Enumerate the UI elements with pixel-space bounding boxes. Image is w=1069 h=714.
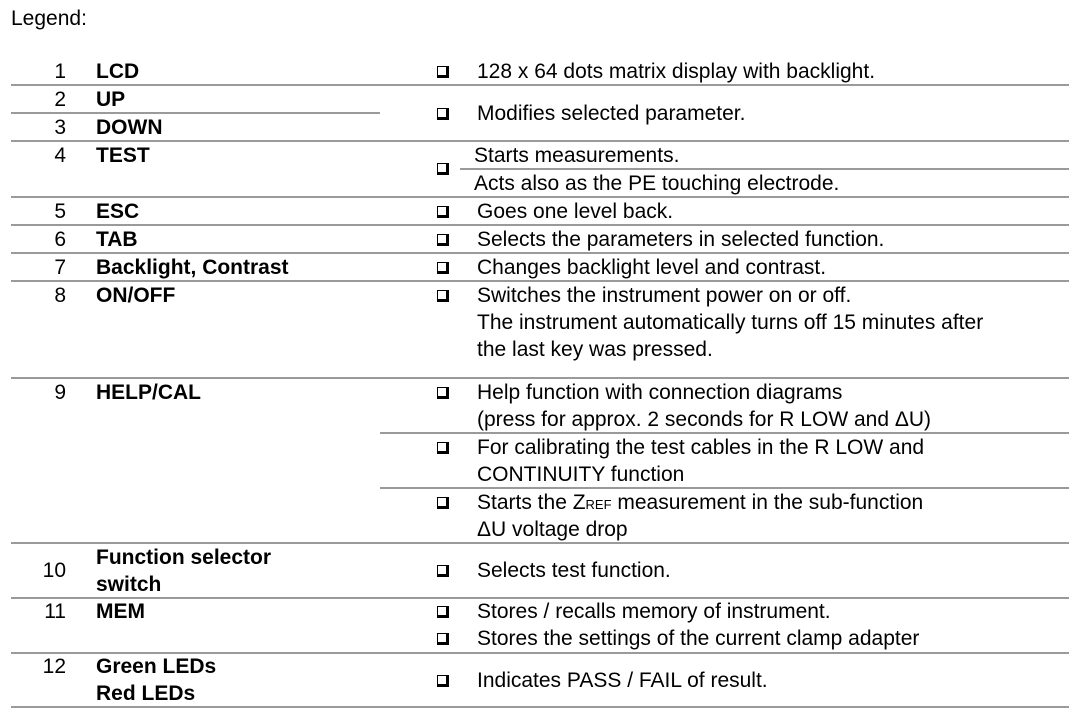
item-description: (press for approx. 2 seconds for R LOW and ΔU)	[477, 408, 932, 431]
row-number: 10	[42, 559, 66, 582]
item-name: ON/OFF	[96, 284, 176, 307]
item-description: Selects test function.	[477, 559, 671, 582]
row-number: 8	[54, 284, 66, 307]
item-description: Acts also as the PE touching electrode.	[474, 172, 840, 195]
item-description: Selects the parameters in selected function.	[477, 228, 885, 251]
item-description: Indicates PASS / FAIL of result.	[477, 669, 768, 692]
checkbox-bullet-icon	[437, 442, 449, 454]
item-description: Modifies selected parameter.	[477, 102, 746, 125]
checkbox-bullet-icon	[437, 262, 449, 274]
item-name: DOWN	[96, 116, 163, 139]
checkbox-bullet-icon	[437, 606, 449, 618]
item-name: Backlight, Contrast	[96, 256, 289, 279]
item-description: Switches the instrument power on or off.	[477, 284, 852, 307]
row-number: 6	[54, 228, 66, 251]
item-name: LCD	[96, 60, 140, 83]
item-description: Changes backlight level and contrast.	[477, 256, 827, 279]
item-name: TAB	[96, 228, 138, 251]
checkbox-bullet-icon	[437, 234, 449, 246]
item-name: Function selector	[96, 546, 272, 569]
item-name: ESC	[96, 200, 140, 223]
desc-text: Starts the Z	[477, 491, 586, 514]
item-description: Stores the settings of the current clamp adapter	[477, 627, 920, 650]
item-name: HELP/CAL	[96, 381, 201, 404]
checkbox-bullet-icon	[437, 290, 449, 302]
checkbox-bullet-icon	[437, 565, 449, 577]
row-number: 2	[54, 88, 66, 111]
item-description: Help function with connection diagrams	[477, 381, 843, 404]
item-description: the last key was pressed.	[477, 338, 713, 361]
item-description: Goes one level back.	[477, 200, 674, 223]
item-description	[477, 489, 923, 518]
item-description: CONTINUITY function	[477, 463, 685, 486]
item-name: Red LEDs	[96, 682, 196, 705]
checkbox-bullet-icon	[437, 497, 449, 509]
row-number: 4	[54, 144, 66, 167]
item-name: UP	[96, 88, 126, 111]
item-description: Starts measurements.	[474, 144, 680, 167]
item-name: TEST	[96, 144, 150, 167]
checkbox-bullet-icon	[437, 66, 449, 78]
desc-text: measurement in the sub-function	[611, 491, 924, 514]
item-description: Stores / recalls memory of instrument.	[477, 600, 831, 623]
checkbox-bullet-icon	[437, 163, 449, 175]
item-name: MEM	[96, 600, 145, 623]
checkbox-bullet-icon	[437, 108, 449, 120]
checkbox-bullet-icon	[437, 206, 449, 218]
item-description: For calibrating the test cables in the R LOW and	[477, 436, 925, 459]
item-description: The instrument automatically turns off 15 minutes after	[477, 311, 984, 334]
item-description: ΔU voltage drop	[477, 518, 628, 541]
row-number: 11	[44, 600, 66, 623]
desc-subscript: REF	[585, 497, 612, 512]
item-name: Green LEDs	[96, 655, 217, 678]
row-number: 3	[54, 116, 66, 139]
checkbox-bullet-icon	[437, 387, 449, 399]
row-number: 12	[42, 655, 66, 678]
row-number: 5	[54, 200, 66, 223]
row-number: 1	[54, 60, 66, 83]
checkbox-bullet-icon	[437, 633, 449, 645]
row-number: 9	[54, 381, 66, 404]
row-number: 7	[54, 256, 66, 279]
legend-title: Legend:	[11, 7, 87, 30]
item-name: switch	[96, 573, 162, 596]
row-divider	[11, 112, 380, 114]
item-description: 128 x 64 dots matrix display with backlight.	[477, 60, 876, 83]
checkbox-bullet-icon	[437, 675, 449, 687]
